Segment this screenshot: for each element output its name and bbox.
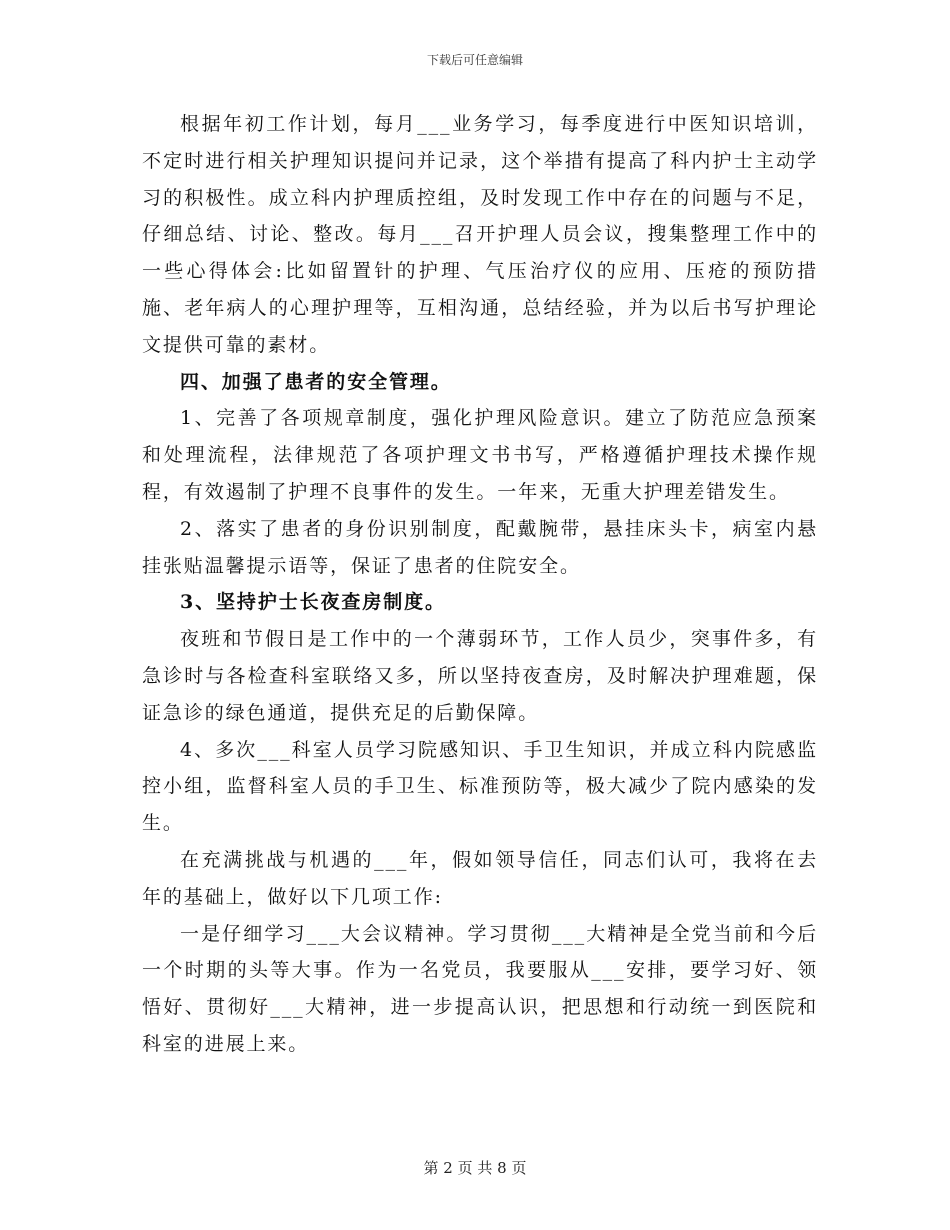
section-heading-night-rounds: 3、坚持护士长夜查房制度。	[180, 591, 446, 614]
paragraph-study-plan: 根据年初工作计划，每月___业务学习，每季度进行中医知识培训，不定时进行相关护理知识提问并记录，这个举措有提高了科内护士主动学习的积极性。成立科内护理质控组，及时发现工作中存在的问题与不足，仔细总结、讨论、整改。每月___召开护理人员会议，搜集整理工作中的一些心得体会:比如留置针的护理、气压治疗仪的应用、压疮的预防措施、老年病人的心理护理等，互相沟通，总结经验，并为以后书写护理论文提供可靠的素材。	[142, 113, 818, 356]
section-heading-safety: 四、加强了患者的安全管理。	[180, 370, 452, 393]
document-body	[142, 106, 818, 1063]
page-number: 第 2 页 共 8 页	[423, 1159, 527, 1177]
paragraph-night-shift: 夜班和节假日是工作中的一个薄弱环节，工作人员少，突事件多，有急诊时与各检查科室联络又多，所以坚持夜查房，及时解决护理难题，保证急诊的绿色通道，提供充足的后勤保障。	[142, 628, 818, 724]
paragraph-next-year: 在充满挑战与机遇的___年，假如领导信任，同志们认可，我将在去年的基础上，做好以下几项工作:	[142, 848, 818, 908]
paragraph-infection-control: 4、多次___科室人员学习院感知识、手卫生知识，并成立科内院感监控小组，监督科室人员的手卫生、标准预防等，极大减少了院内感染的发生。	[142, 738, 818, 835]
paragraph-study-meeting: 一是仔细学习___大会议精神。学习贯彻___大精神是全党当前和今后一个时期的头等大事。作为一名党员，我要服从___安排，要学习好、领悟好、贯彻好___大精神，进一步提高认识，把思想和行动统一到医院和科室的进展上来。	[142, 922, 818, 1055]
paragraph-rules: 1、完善了各项规章制度，强化护理风险意识。建立了防范应急预案和处理流程，法律规范了各项护理文书书写，严格遵循护理技术操作规程，有效遏制了护理不良事件的发生。一年来，无重大护理差错发生。	[142, 407, 818, 503]
paragraph-identification: 2、落实了患者的身份识别制度，配戴腕带，悬挂床头卡，病室内悬挂张贴温馨提示语等，保证了患者的住院安全。	[142, 517, 818, 577]
page-header: 下载后可任意编辑	[426, 53, 523, 67]
